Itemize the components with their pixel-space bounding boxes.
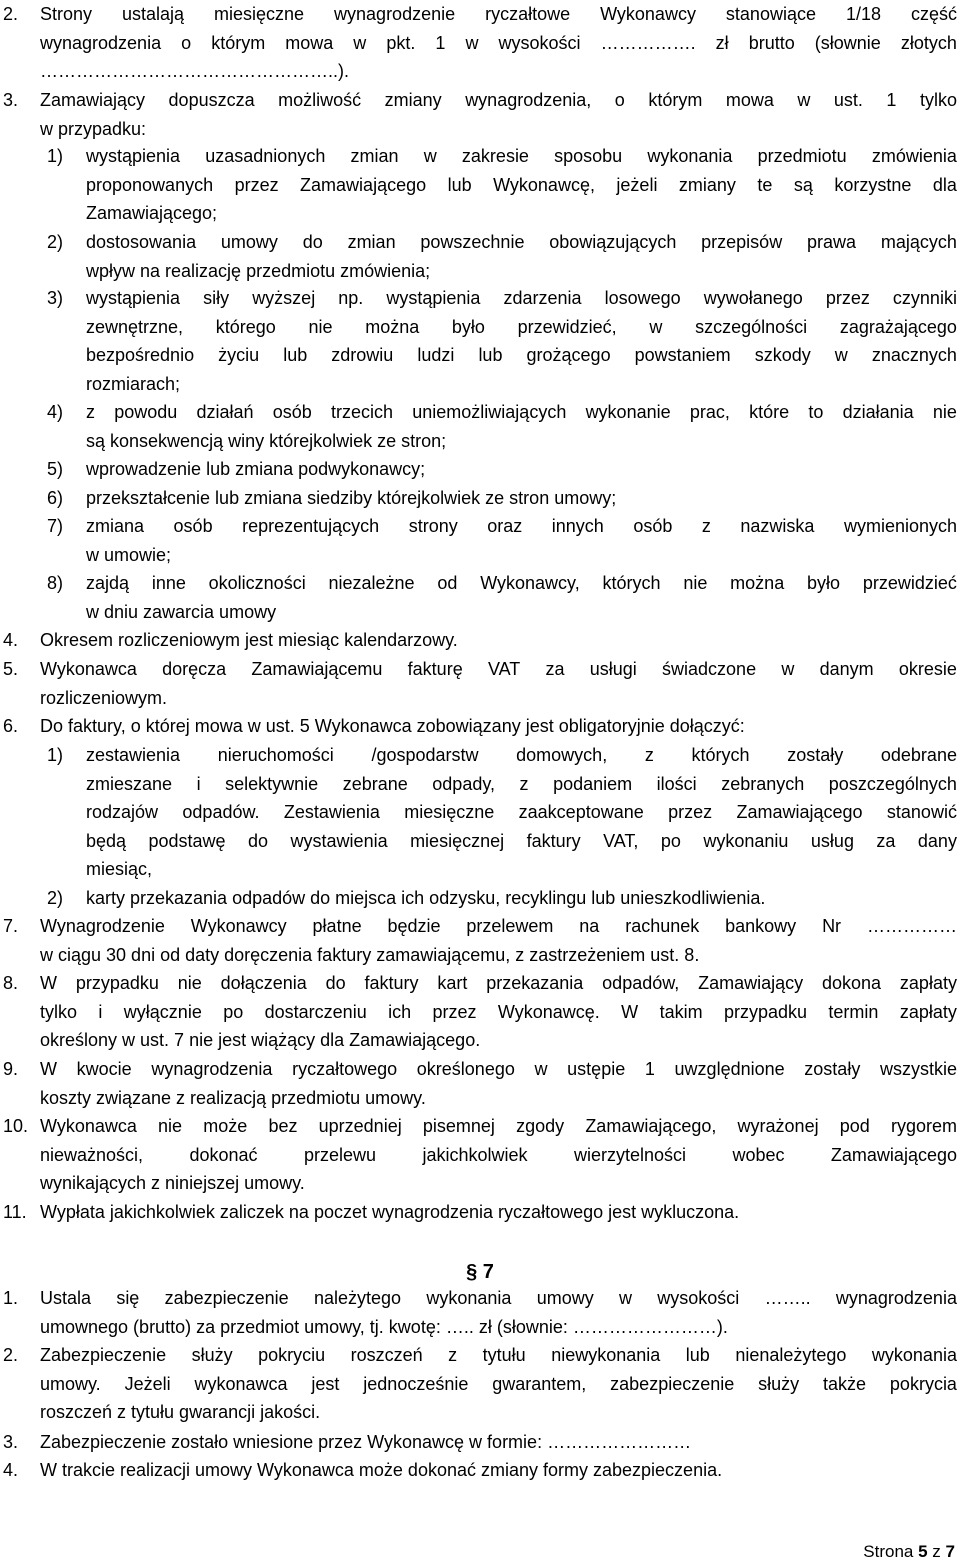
line-text: Wynagrodzenie Wykonawcy płatne będzie przelewem na rachunek bankowy Nr …………… bbox=[40, 916, 957, 936]
text-line bbox=[0, 427, 960, 455]
line-text: tylko i wyłącznie po dostarczeniu ich przez Wykonawcę. W takim przypadku termin zapłaty bbox=[40, 1001, 957, 1022]
line-text: wystąpienia uzasadnionych zmian w zakresie sposobu wykonania przedmiotu zmówienia bbox=[86, 146, 957, 166]
line-text: Zabezpieczenie służy pokryciu roszczeń z tytułu niewykonania lub nienależytego wykonania bbox=[40, 1345, 957, 1365]
text-line bbox=[0, 512, 960, 540]
line-text: bezpośrednio życiu lub zdrowiu ludzi lub grożącego powstaniem szkody w znacznych bbox=[86, 345, 957, 366]
text-line bbox=[0, 1084, 960, 1112]
line-text: określony w ust. 7 nie jest wiążący dla Zamawiającego. bbox=[40, 1030, 481, 1051]
text-line bbox=[0, 598, 960, 626]
line-text: Okresem rozliczeniowym jest miesiąc kalendarzowy. bbox=[40, 630, 458, 650]
line-text: w przypadku: bbox=[40, 118, 147, 139]
list-number: 6. bbox=[3, 716, 19, 736]
text-line bbox=[0, 912, 960, 940]
line-text: zewnętrzne, którego nie można było przewidzieć, w szczególności zagrażającego bbox=[86, 316, 957, 337]
list-number: 10. bbox=[3, 1116, 29, 1136]
text-line bbox=[0, 626, 960, 654]
text-line bbox=[0, 57, 960, 85]
line-text: Zabezpieczenie zostało wniesione przez Wykonawcę w formie: …………………… bbox=[40, 1432, 692, 1452]
line-text: W przypadku nie dołączenia do faktury kart przekazania odpadów, Zamawiający dokona zapłaty bbox=[40, 973, 957, 993]
list-number: 8. bbox=[3, 973, 19, 993]
text-line bbox=[0, 1456, 960, 1484]
line-text: Do faktury, o której mowa w ust. 5 Wykonawca zobowiązany jest obligatoryjnie dołączyć: bbox=[40, 716, 745, 736]
text-line bbox=[0, 370, 960, 398]
section-heading: § 7 bbox=[466, 1261, 494, 1283]
text-line bbox=[0, 1398, 960, 1426]
line-text: rozliczeniowym. bbox=[40, 687, 168, 708]
text-line bbox=[0, 484, 960, 512]
line-text: zajdą inne okoliczności niezależne od Wykonawcy, których nie można było przewidzieć bbox=[86, 573, 957, 593]
list-number: 11. bbox=[3, 1202, 27, 1222]
list-number: 4) bbox=[47, 402, 64, 422]
text-line bbox=[0, 1370, 960, 1398]
list-number: 1) bbox=[47, 745, 64, 765]
line-text: są konsekwencją winy którejkolwiek ze stron; bbox=[86, 430, 447, 451]
text-line bbox=[0, 1055, 960, 1083]
page-total: 7 bbox=[945, 1542, 955, 1561]
text-line bbox=[0, 1341, 960, 1369]
list-number: 5. bbox=[3, 659, 19, 679]
text-line bbox=[0, 798, 960, 826]
line-text: rozmiarach; bbox=[86, 373, 181, 394]
list-number: 3. bbox=[3, 90, 19, 110]
line-text: Ustala się zabezpieczenie należytego wykonania umowy w wysokości …….. wynagrodzenia bbox=[40, 1288, 957, 1308]
list-number: 1) bbox=[47, 146, 64, 166]
text-line bbox=[0, 1141, 960, 1169]
line-text: w umowie; bbox=[86, 544, 172, 565]
line-text: rodzajów odpadów. Zestawienia miesięczne zaakceptowane przez Zamawiającego stanowić bbox=[86, 802, 957, 823]
text-line bbox=[0, 0, 960, 28]
line-text: w dniu zawarcia umowy bbox=[86, 601, 277, 622]
text-line bbox=[0, 1198, 960, 1226]
list-number: 2. bbox=[3, 1345, 19, 1365]
text-line bbox=[0, 1284, 960, 1312]
line-text: wprowadzenie lub zmiana podwykonawcy; bbox=[86, 459, 426, 479]
line-text: będą podstawę do wystawienia miesięcznej faktury VAT, po wykonaniu usług za dany bbox=[86, 830, 957, 851]
text-line bbox=[0, 855, 960, 883]
text-line bbox=[0, 398, 960, 426]
text-line bbox=[0, 1313, 960, 1341]
list-number: 2. bbox=[3, 4, 19, 24]
text-line bbox=[0, 142, 960, 170]
line-text: Wykonawca nie może bez uprzedniej pisemnej zgody Zamawiającego, wyrażonej pod rygorem bbox=[40, 1116, 957, 1136]
page-label: Strona bbox=[863, 1542, 914, 1561]
line-text: wynikających z niniejszej umowy. bbox=[40, 1173, 305, 1194]
line-text: przekształcenie lub zmiana siedziby którejkolwiek ze stron umowy; bbox=[86, 488, 617, 508]
text-line bbox=[0, 998, 960, 1026]
text-line bbox=[0, 884, 960, 912]
line-text: w ciągu 30 dni od daty doręczenia faktury zamawiającemu, z zastrzeżeniem ust. 8. bbox=[40, 944, 700, 965]
line-text: koszty związane z realizacją przedmiotu umowy. bbox=[40, 1087, 426, 1108]
page-current: 5 bbox=[918, 1542, 928, 1561]
text-line bbox=[0, 86, 960, 114]
text-line bbox=[0, 941, 960, 969]
text-line bbox=[0, 712, 960, 740]
page-of: z bbox=[932, 1542, 941, 1561]
line-text: zmieszane i selektywnie zebrane odpady, z podaniem ilości zebranych poszczególnych bbox=[86, 773, 957, 794]
line-text: Zamawiający dopuszcza możliwość zmiany wynagrodzenia, o którym mowa w ust. 1 tylko bbox=[40, 90, 957, 110]
list-number: 7. bbox=[3, 916, 19, 936]
line-text: W kwocie wynagrodzenia ryczałtowego określonego w ustępie 1 uwzględnione zostały wszystkie bbox=[40, 1059, 957, 1079]
line-text: Wypłata jakichkolwiek zaliczek na poczet wynagrodzenia ryczałtowego jest wykluczona. bbox=[40, 1202, 740, 1222]
text-line bbox=[0, 741, 960, 769]
line-text: wynagrodzenia o którym mowa w pkt. 1 w wysokości ……………. zł brutto (słownie złotych bbox=[40, 32, 957, 53]
list-number: 7) bbox=[47, 516, 64, 536]
text-line bbox=[0, 684, 960, 712]
line-text: proponowanych przez Zamawiającego lub Wykonawcę, jeżeli zmiany te są korzystne dla bbox=[86, 174, 957, 195]
text-line bbox=[0, 1428, 960, 1456]
line-text: umowy. Jeżeli wykonawca jest jednocześnie gwarantem, zabezpieczenie służy także pokrycia bbox=[40, 1373, 957, 1394]
text-line bbox=[0, 770, 960, 798]
text-line bbox=[0, 341, 960, 369]
text-line bbox=[0, 827, 960, 855]
line-text: zmiana osób reprezentujących strony oraz innych osób z nazwiska wymienionych bbox=[86, 516, 957, 536]
list-number: 8) bbox=[47, 573, 64, 593]
line-text: roszczeń z tytułu gwarancji jakości. bbox=[40, 1402, 321, 1423]
text-line bbox=[0, 455, 960, 483]
text-line bbox=[0, 569, 960, 597]
line-text: Wykonawca doręcza Zamawiającemu fakturę VAT za usługi świadczone w danym okresie bbox=[40, 659, 957, 679]
line-text: karty przekazania odpadów do miejsca ich odzysku, recyklingu lub unieszkodliwienia. bbox=[86, 888, 766, 908]
text-line bbox=[0, 115, 960, 143]
text-line bbox=[0, 171, 960, 199]
list-number: 2) bbox=[47, 888, 64, 908]
line-text: W trakcie realizacji umowy Wykonawca może dokonać zmiany formy zabezpieczenia. bbox=[40, 1460, 723, 1480]
text-line bbox=[0, 969, 960, 997]
list-number: 3) bbox=[47, 288, 64, 308]
text-line bbox=[0, 655, 960, 683]
list-number: 3. bbox=[3, 1432, 19, 1452]
line-text: wpływ na realizację przedmiotu zmówienia; bbox=[86, 260, 431, 281]
text-line bbox=[0, 284, 960, 312]
list-number: 6) bbox=[47, 488, 64, 508]
text-line bbox=[0, 29, 960, 57]
text-line bbox=[0, 313, 960, 341]
text-line bbox=[0, 1026, 960, 1054]
list-number: 5) bbox=[47, 459, 64, 479]
line-text: wystąpienia siły wyższej np. wystąpienia zdarzenia losowego wywołanego przez czynniki bbox=[86, 288, 957, 308]
line-text: z powodu działań osób trzecich uniemożliwiających wykonanie prac, które to działania nie bbox=[86, 402, 957, 422]
list-number: 4. bbox=[3, 1460, 19, 1480]
line-text: nieważności, dokonać przelewu jakichkolwiek wierzytelności wobec Zamawiającego bbox=[40, 1144, 957, 1165]
text-line bbox=[0, 541, 960, 569]
text-line bbox=[0, 1112, 960, 1140]
text-line bbox=[0, 228, 960, 256]
line-text: …………………………………………..). bbox=[40, 61, 349, 82]
list-number: 2) bbox=[47, 232, 64, 252]
line-text: zestawienia nieruchomości /gospodarstw domowych, z których zostały odebrane bbox=[86, 745, 957, 765]
line-text: Strony ustalają miesięczne wynagrodzenie ryczałtowe Wykonawcy stanowiące 1/18 część bbox=[40, 4, 957, 24]
page-footer bbox=[863, 1540, 955, 1564]
line-text: dostosowania umowy do zmian powszechnie obowiązujących przepisów prawa mających bbox=[86, 232, 957, 252]
line-text: Zamawiającego; bbox=[86, 203, 218, 224]
list-number: 1. bbox=[3, 1288, 19, 1308]
text-line bbox=[0, 257, 960, 285]
list-number: 4. bbox=[3, 630, 19, 650]
list-number: 9. bbox=[3, 1059, 19, 1079]
text-line bbox=[0, 1169, 960, 1197]
line-text: umownego (brutto) za przedmiot umowy, tj. kwotę: ….. zł (słownie: ……………………). bbox=[40, 1316, 728, 1337]
text-line bbox=[0, 199, 960, 227]
line-text: miesiąc, bbox=[86, 859, 153, 880]
